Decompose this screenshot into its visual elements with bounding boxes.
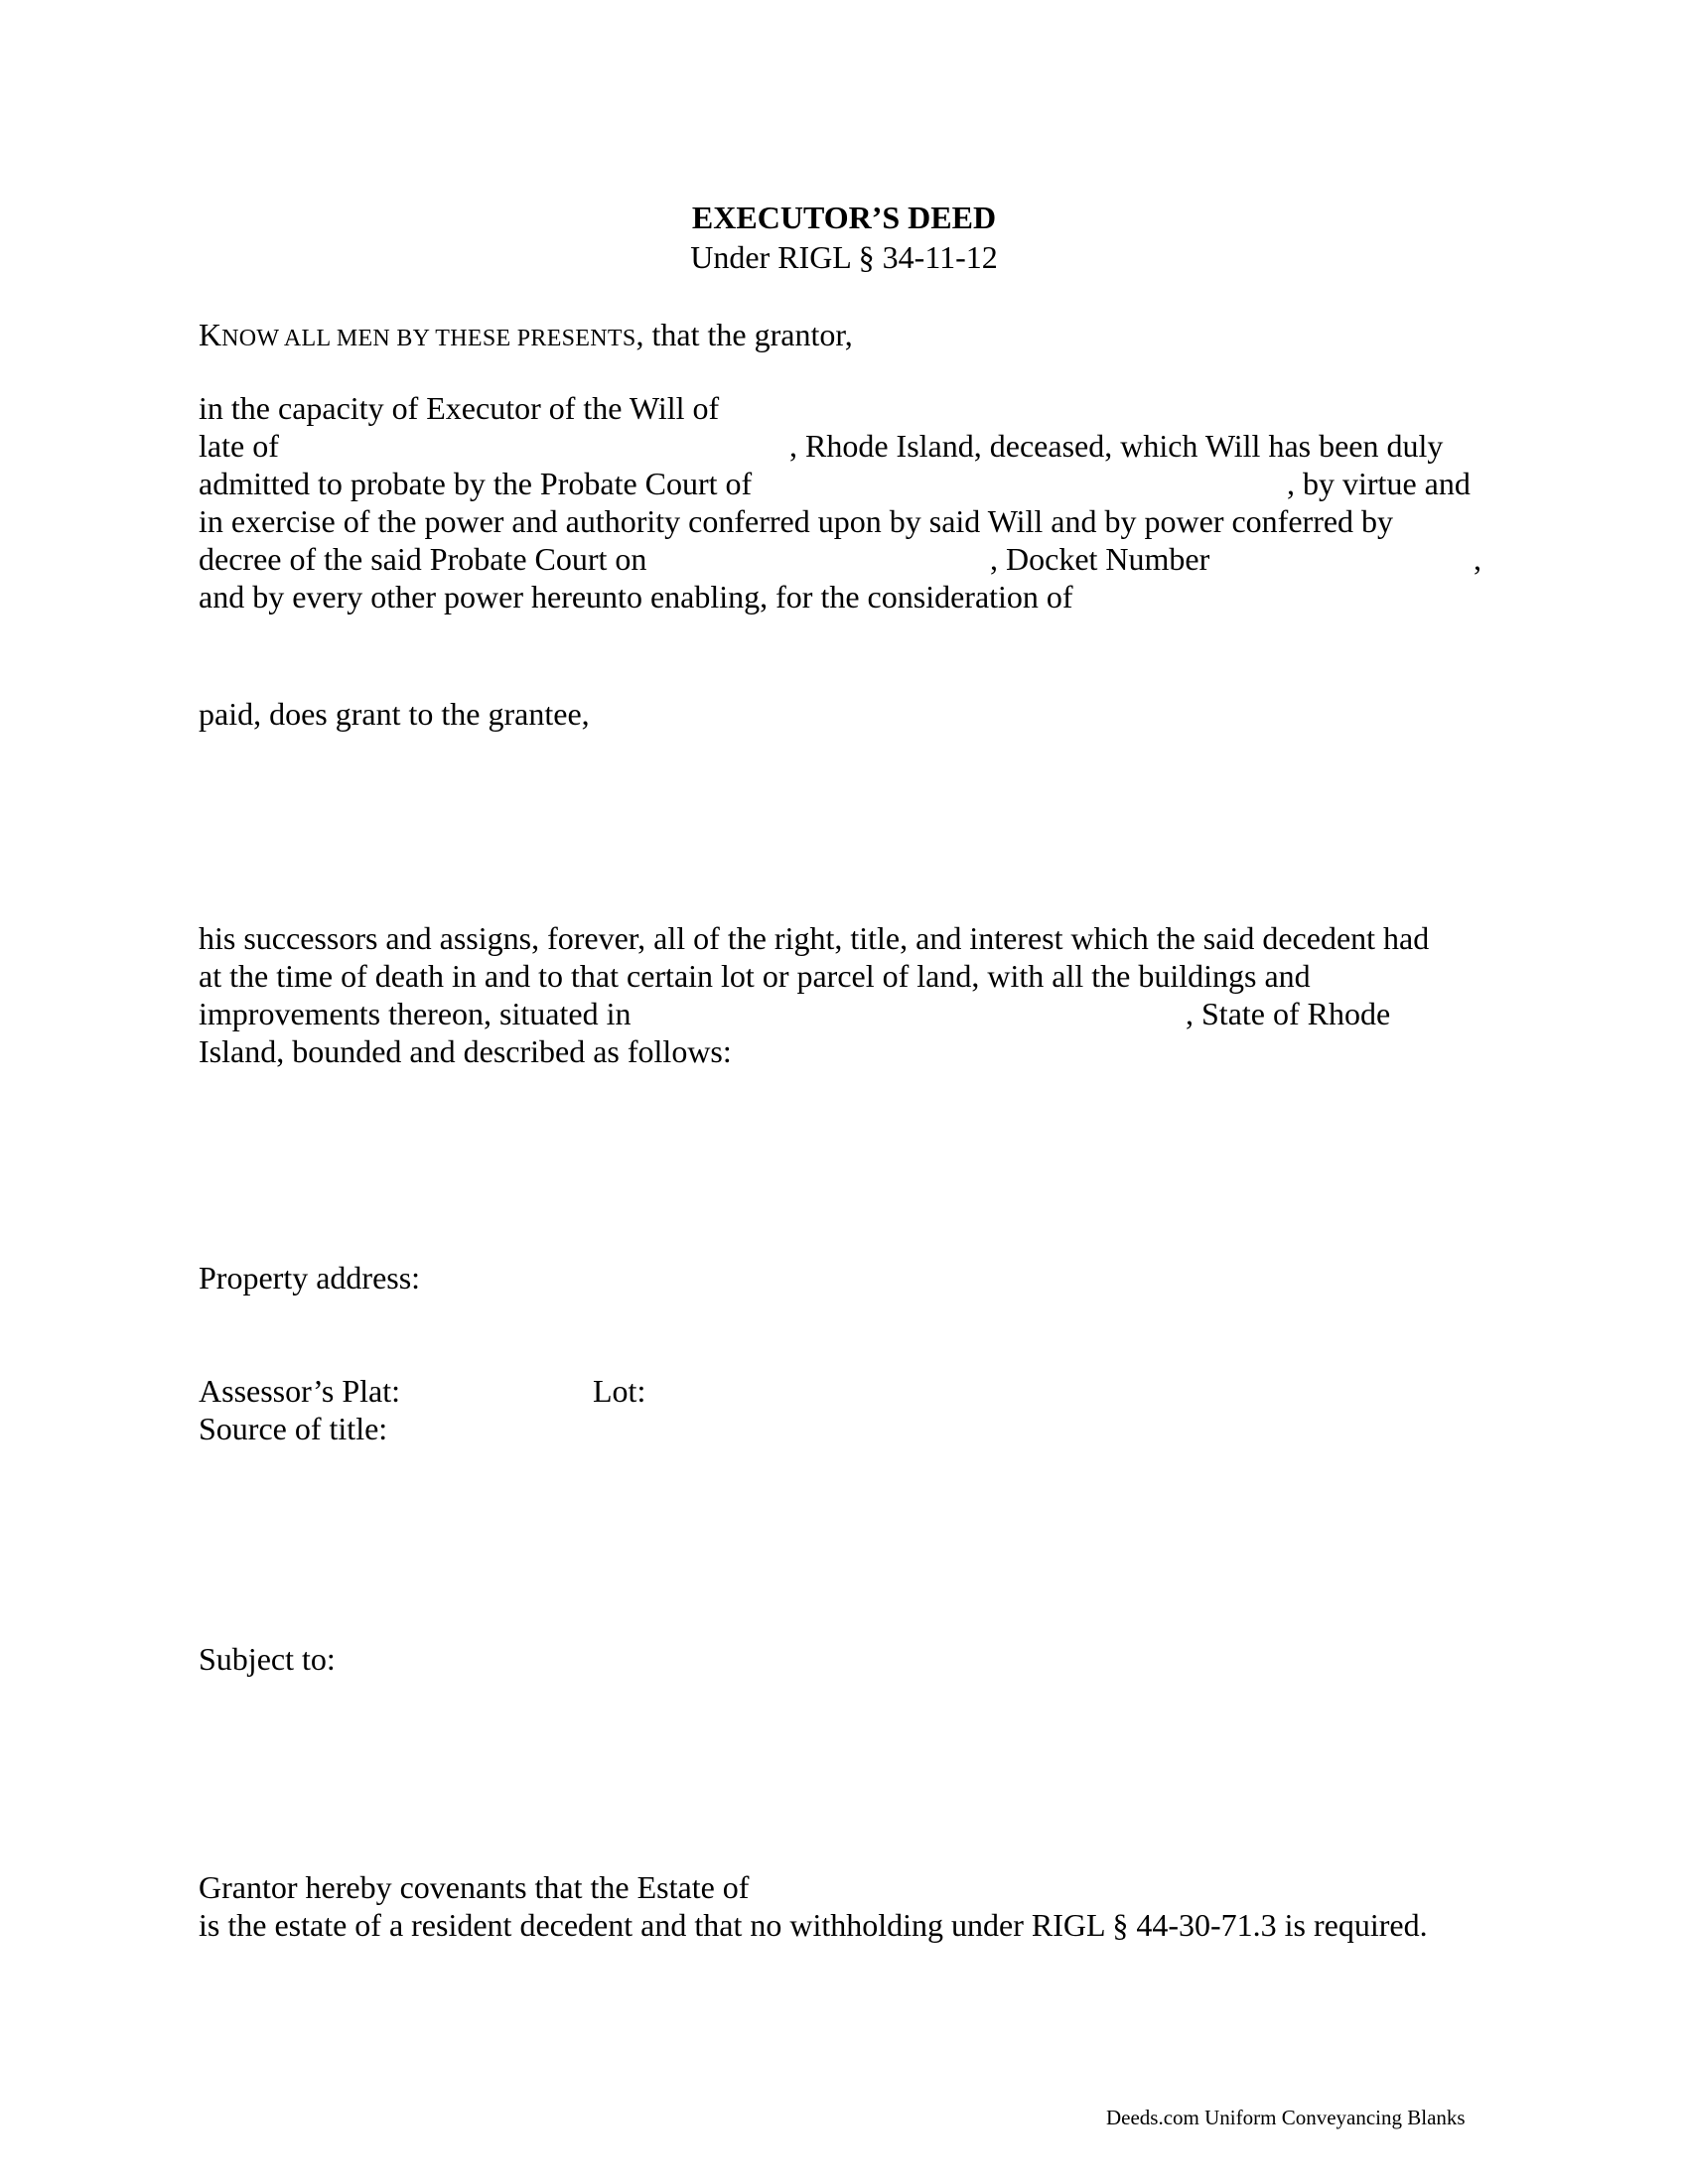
successors-line-4: Island, bounded and described as follows: [199,1033,732,1069]
assessors-plat-label: Assessor’s Plat: [199,1373,400,1409]
grant-line: paid, does grant to the grantee, [199,696,590,732]
property-address-label: Property address: [199,1260,421,1296]
covenant-line-2: is the estate of a resident decedent and that no withholding under RIGL § 44-30-71.3 is required. [199,1907,1428,1943]
by-virtue-text: , by virtue and [1287,466,1471,501]
subject-to-label: Subject to: [199,1641,336,1677]
intro-rest: , that the grantor, [635,317,853,352]
intro-initial: K [199,317,222,352]
lot-label: Lot: [593,1373,646,1409]
late-of-label: late of [199,428,279,464]
decree-date-label: decree of the said Probate Court on [199,541,647,577]
intro-line [199,316,853,357]
capacity-line: in the capacity of Executor of the Will of [199,390,720,426]
consideration-line: and by every other power hereunto enabling, for the consideration of [199,579,1073,614]
probate-court-label: admitted to probate by the Probate Court of [199,466,753,501]
document-subtitle: Under RIGL § 34-11-12 [690,239,998,275]
source-of-title-label: Source of title: [199,1411,388,1446]
authority-line: in exercise of the power and authority conferred upon by said Will and by power conferred by [199,503,1394,539]
intro-smallcaps: NOW ALL MEN BY THESE PRESENTS [221,326,636,351]
successors-line-2: at the time of death in and to that certain lot or parcel of land, with all the buildings and [199,958,1311,994]
covenant-line-1: Grantor hereby covenants that the Estate of [199,1869,750,1905]
successors-line-1: his successors and assigns, forever, all of the right, title, and interest which the said decedent had [199,920,1430,956]
document-title: EXECUTOR’S DEED [691,200,997,235]
footer-text: Deeds.com Uniform Conveyancing Blanks [1106,2106,1466,2129]
state-of-rhode-text: , State of Rhode [1186,996,1391,1031]
situated-in-label: improvements thereon, situated in [199,996,632,1031]
docket-number-label: , Docket Number [990,541,1210,577]
rhode-island-deceased-text: , Rhode Island, deceased, which Will has been duly [789,428,1444,464]
docket-comma: , [1474,541,1481,577]
